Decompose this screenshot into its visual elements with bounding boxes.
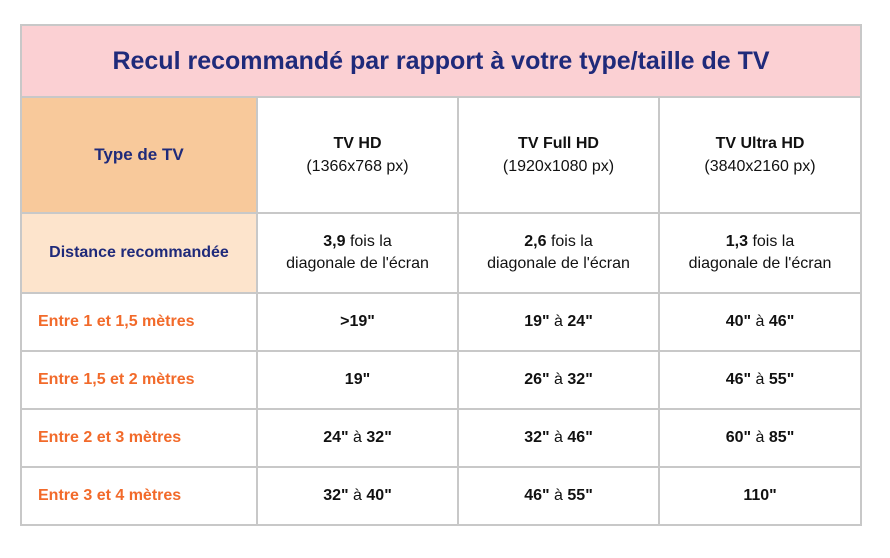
size-max: 55": [567, 487, 593, 504]
size-cell: [659, 409, 861, 467]
size-cell: [257, 351, 458, 409]
size-max: 85": [768, 429, 795, 446]
size-max: 46": [768, 313, 795, 330]
table-row: [21, 293, 861, 351]
size-min: 60": [725, 429, 752, 446]
size-max: 46": [567, 429, 593, 446]
size-cell: [659, 293, 861, 351]
distance-factor: 2,6: [524, 233, 547, 250]
size-max: 40": [366, 487, 392, 504]
size-min: 46": [524, 487, 550, 504]
size-sep: à: [549, 487, 568, 504]
distance-line2: diagonale de l'écran: [688, 255, 832, 272]
size-cell: [659, 467, 861, 525]
distance-line2: diagonale de l'écran: [286, 255, 429, 272]
title-row: [21, 25, 861, 97]
table-row: [21, 351, 861, 409]
size-cell: [458, 409, 659, 467]
size-min: 32": [524, 429, 550, 446]
distance-factor: 3,9: [323, 233, 346, 250]
size-sep: à: [751, 371, 769, 388]
size-min: >19": [340, 313, 375, 330]
column-name: TV HD: [333, 135, 382, 152]
row-label: Entre 2 et 3 mètres: [21, 409, 257, 467]
row-label: Entre 3 et 4 mètres: [21, 467, 257, 525]
distance-line2: diagonale de l'écran: [487, 255, 630, 272]
table-row: [21, 467, 861, 525]
row-label: Entre 1 et 1,5 mètres: [21, 293, 257, 351]
size-cell: [458, 351, 659, 409]
size-cell: [257, 409, 458, 467]
size-max: 32": [366, 429, 392, 446]
size-sep: à: [348, 429, 367, 446]
column-resolution: (3840x2160 px): [704, 158, 816, 175]
tv-distance-table: [20, 24, 862, 526]
distance-cell: [257, 213, 458, 293]
size-max: 55": [768, 371, 795, 388]
table-title: Recul recommandé par rapport à votre type/taille de TV: [112, 46, 770, 75]
column-resolution: (1366x768 px): [306, 158, 409, 175]
column-resolution: (1920x1080 px): [502, 158, 615, 175]
header-row: [21, 97, 861, 213]
table-row: [21, 409, 861, 467]
size-max: 24": [567, 313, 593, 330]
size-sep: à: [751, 429, 769, 446]
size-min: 19": [344, 371, 371, 388]
distance-suffix: fois la: [546, 233, 593, 250]
size-min: 19": [524, 313, 550, 330]
distance-suffix: fois la: [345, 233, 392, 250]
distance-suffix: fois la: [748, 233, 795, 250]
size-min: 40": [725, 313, 752, 330]
size-min: 24": [323, 429, 349, 446]
size-sep: à: [549, 429, 568, 446]
distance-row: [21, 213, 861, 293]
column-header-tv-full-hd: [458, 97, 659, 213]
size-min: 32": [323, 487, 349, 504]
size-sep: à: [549, 313, 568, 330]
size-cell: [458, 467, 659, 525]
row-label: Entre 1,5 et 2 mètres: [21, 351, 257, 409]
distance-cell: [458, 213, 659, 293]
size-min: 26": [524, 371, 550, 388]
type-header: Type de TV: [21, 97, 257, 213]
size-cell: [659, 351, 861, 409]
size-cell: [257, 467, 458, 525]
column-name: TV Ultra HD: [715, 135, 805, 152]
size-max: 32": [567, 371, 593, 388]
distance-factor: 1,3: [725, 233, 749, 250]
size-cell: [458, 293, 659, 351]
distance-cell: [659, 213, 861, 293]
column-header-tv-hd: [257, 97, 458, 213]
size-min: 110": [743, 487, 777, 504]
size-sep: à: [348, 487, 367, 504]
size-sep: à: [751, 313, 769, 330]
title-cell: [21, 25, 861, 97]
column-header-tv-ultra-hd: [659, 97, 861, 213]
size-min: 46": [725, 371, 752, 388]
size-sep: à: [549, 371, 568, 388]
size-cell: [257, 293, 458, 351]
column-name: TV Full HD: [518, 135, 599, 152]
distance-label: Distance recommandée: [21, 213, 257, 293]
